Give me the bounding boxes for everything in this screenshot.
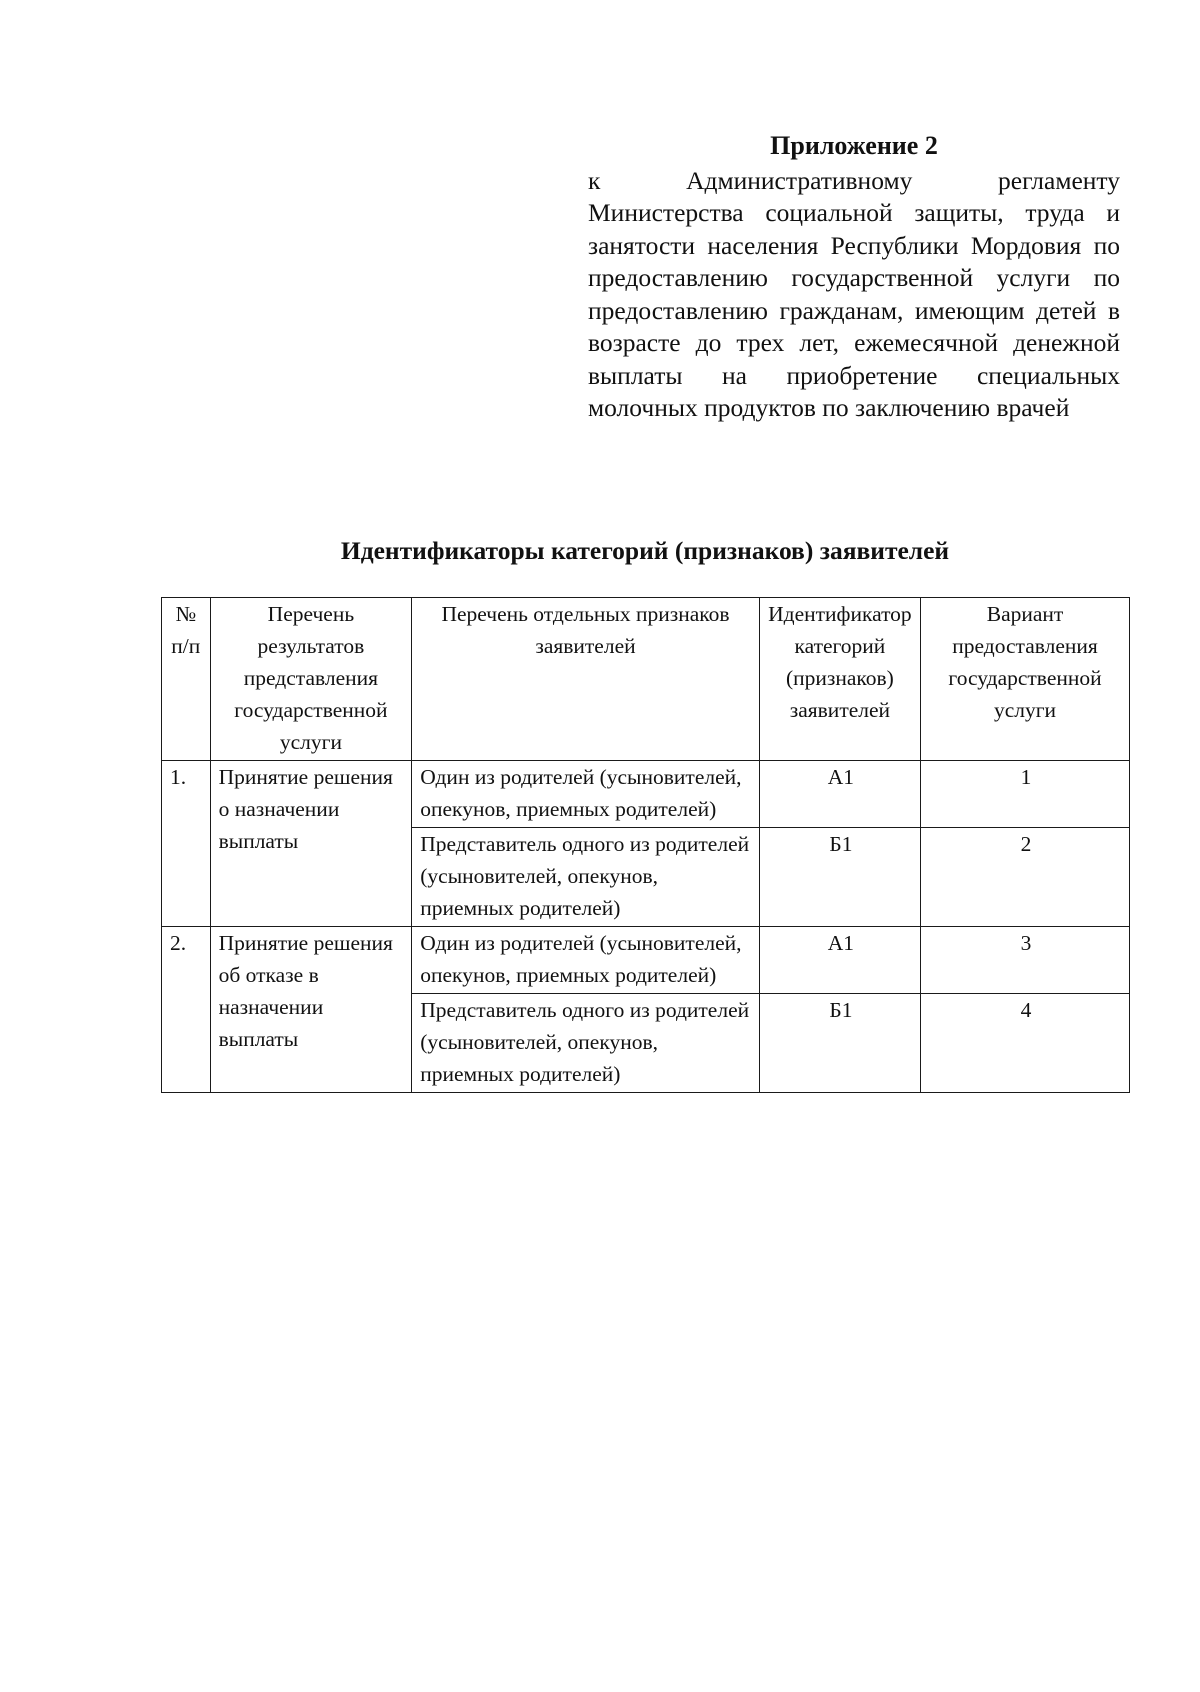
header-number: № п/п bbox=[162, 598, 211, 761]
appendix-title: Приложение 2 bbox=[770, 131, 938, 160]
table-row bbox=[162, 761, 1130, 828]
row-result: Принятие решения о назначении выплаты bbox=[210, 761, 412, 927]
appendix-body: к Административному регламенту Министерства социальной защиты, труда и занятости населения Республики Мордовия по предоставлению государственной услуги по предоставлению гражданам, имеющим детей в возрасте до трех лет, ежемесячной денежной выплаты на приобретение специальных молочных продуктов по заключению врачей bbox=[588, 165, 1120, 422]
row-identifier: Б1 bbox=[759, 994, 920, 1093]
appendix-block bbox=[588, 130, 1120, 425]
header-variant: Вариант предоставления государственной услуги bbox=[921, 598, 1130, 761]
header-results: Перечень результатов представления государственной услуги bbox=[210, 598, 412, 761]
header-attributes: Перечень отдельных признаков заявителей bbox=[412, 598, 759, 761]
row-number: 1. bbox=[162, 761, 211, 927]
document-title: Идентификаторы категорий (признаков) заявителей bbox=[340, 536, 950, 565]
row-attribute: Один из родителей (усыновителей, опекунов, приемных родителей) bbox=[412, 761, 759, 828]
row-attribute: Представитель одного из родителей (усыновителей, опекунов, приемных родителей) bbox=[412, 828, 759, 927]
row-number: 2. bbox=[162, 927, 211, 1093]
table-header-row bbox=[162, 598, 1130, 761]
row-variant: 4 bbox=[921, 994, 1130, 1093]
row-result: Принятие решения об отказе в назначении выплаты bbox=[210, 927, 412, 1093]
applicant-categories-table bbox=[161, 597, 1130, 1093]
table-row bbox=[162, 927, 1130, 994]
row-identifier: А1 bbox=[759, 927, 920, 994]
row-attribute: Представитель одного из родителей (усыновителей, опекунов, приемных родителей) bbox=[412, 994, 759, 1093]
row-identifier: А1 bbox=[759, 761, 920, 828]
row-attribute: Один из родителей (усыновителей, опекунов, приемных родителей) bbox=[412, 927, 759, 994]
row-variant: 2 bbox=[921, 828, 1130, 927]
row-variant: 3 bbox=[921, 927, 1130, 994]
row-variant: 1 bbox=[921, 761, 1130, 828]
header-identifier: Идентификатор категорий (признаков) заявителей bbox=[759, 598, 920, 761]
row-identifier: Б1 bbox=[759, 828, 920, 927]
